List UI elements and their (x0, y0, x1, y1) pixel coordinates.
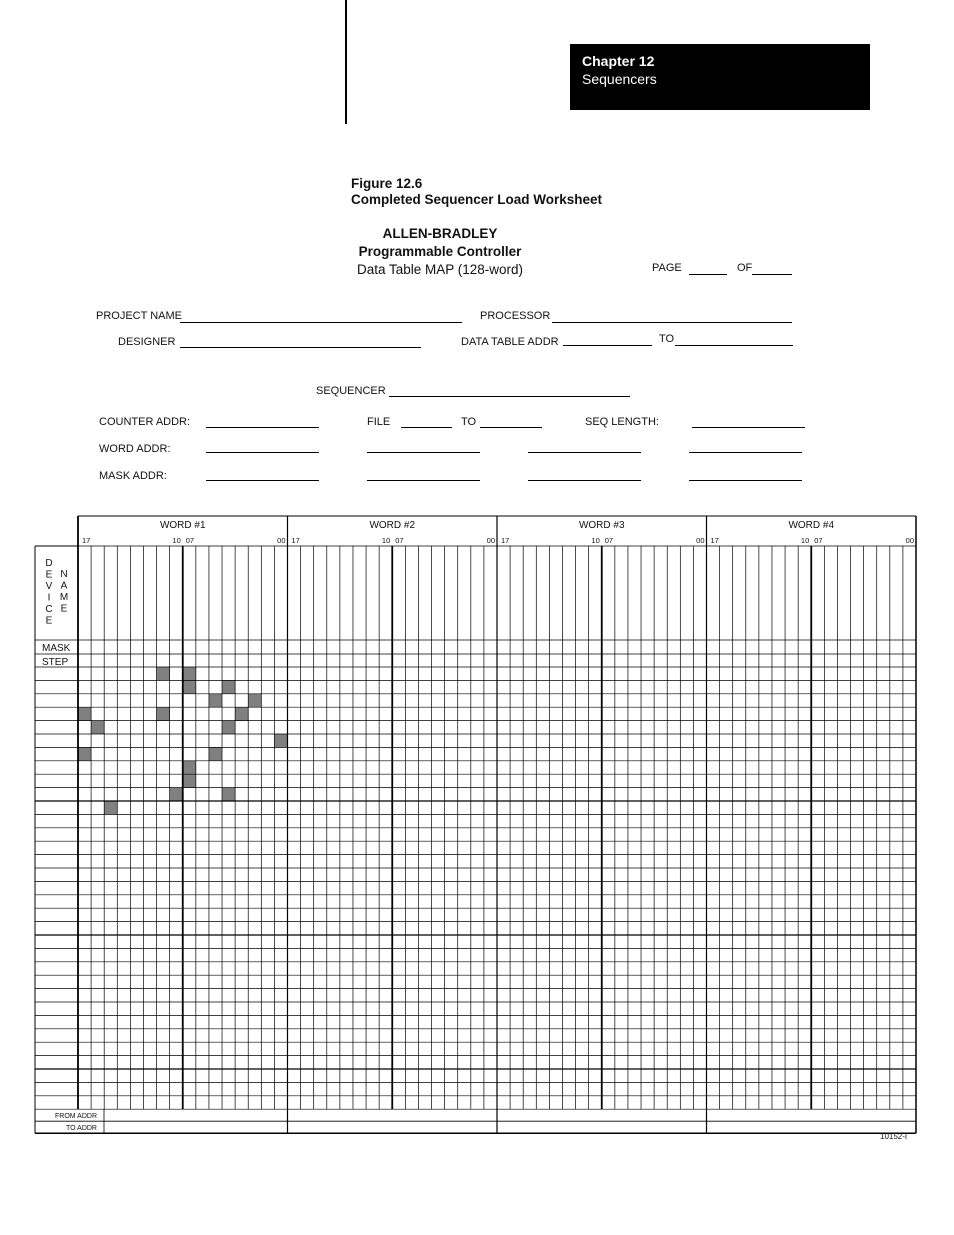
form-map-title: Data Table MAP (128-word) (356, 262, 524, 277)
project-name-label: PROJECT NAME (96, 310, 182, 322)
file-to-label: TO (461, 416, 477, 428)
form-product: Programmable Controller (358, 244, 522, 259)
file-label: FILE (367, 416, 391, 428)
word-heading-2: WORD #2 (369, 520, 416, 531)
filled-cell (104, 801, 117, 814)
figure-caption: Completed Sequencer Load Worksheet (351, 192, 603, 207)
to-addr-label: TO ADDR (66, 1125, 97, 1133)
filled-cell (222, 721, 235, 734)
filled-cell (91, 721, 104, 734)
bit-label-00: 00 (696, 536, 705, 545)
bit-label-17: 17 (501, 536, 510, 545)
filled-cell (157, 667, 170, 680)
filled-cell (274, 734, 287, 747)
filled-cell (183, 680, 196, 693)
bit-label-17: 17 (82, 536, 91, 545)
mask-label: MASK (42, 643, 71, 654)
name-letter: N (60, 569, 68, 580)
bit-label-00: 00 (486, 536, 495, 545)
chapter-title: Sequencers (582, 71, 657, 87)
bit-label-17: 17 (710, 536, 719, 545)
device-letter: I (47, 592, 51, 604)
name-letter: M (59, 592, 69, 603)
bit-label-10: 10 (800, 536, 810, 545)
word-addr-label: WORD ADDR: (99, 443, 171, 455)
device-letter: E (45, 615, 53, 627)
page-label: PAGE (652, 262, 682, 274)
filled-cell (78, 707, 91, 720)
filled-cell (209, 694, 222, 707)
filled-cell (248, 694, 261, 707)
name-letter: E (60, 603, 68, 615)
mask-addr-label: MASK ADDR: (99, 470, 167, 482)
filled-cell (170, 788, 183, 801)
bit-label-00: 00 (905, 536, 914, 545)
bit-label-10: 10 (172, 536, 181, 545)
of-label: OF (737, 262, 753, 274)
filled-cell (78, 747, 91, 760)
word-heading-4: WORD #4 (788, 520, 835, 531)
bit-label-07: 07 (185, 536, 195, 545)
bit-label-07: 07 (395, 536, 404, 545)
figure-reference: 10152-I (880, 1132, 908, 1141)
chapter-number: Chapter 12 (582, 53, 655, 69)
filled-cell (222, 788, 235, 801)
filled-cell (209, 747, 222, 760)
device-letter: E (45, 569, 53, 581)
step-label: STEP (42, 657, 69, 668)
data-table-addr-label: DATA TABLE ADDR (461, 336, 559, 348)
bit-label-10: 10 (381, 536, 391, 545)
grid-labels (42, 520, 914, 1132)
filled-cell (183, 667, 196, 680)
form-brand: ALLEN-BRADLEY (382, 226, 498, 241)
processor-label: PROCESSOR (480, 310, 551, 322)
sequencer-label: SEQUENCER (316, 385, 386, 397)
bit-label-10: 10 (591, 536, 600, 545)
device-letter: C (45, 604, 53, 615)
filled-cell (183, 774, 196, 787)
bit-label-07: 07 (814, 536, 823, 545)
device-letter: D (45, 558, 53, 569)
bit-label-00: 00 (277, 536, 286, 545)
filled-cell (183, 761, 196, 774)
name-letter: A (60, 580, 68, 592)
data-table-to-label: TO (659, 333, 675, 345)
seq-length-label: SEQ LENGTH: (585, 416, 659, 428)
bit-label-07: 07 (604, 536, 614, 545)
filled-cell (157, 707, 170, 720)
from-addr-label: FROM ADDR (55, 1113, 97, 1121)
filled-cell (222, 680, 235, 693)
counter-addr-label: COUNTER ADDR: (99, 416, 191, 428)
word-heading-1: WORD #1 (159, 520, 206, 531)
designer-label: DESIGNER (118, 336, 176, 348)
bit-label-17: 17 (291, 536, 300, 545)
device-letter: V (45, 581, 53, 592)
word-heading-3: WORD #3 (578, 520, 625, 531)
figure-number: Figure 12.6 (351, 176, 423, 191)
filled-cell (235, 707, 248, 720)
grid-lines (35, 516, 916, 1133)
